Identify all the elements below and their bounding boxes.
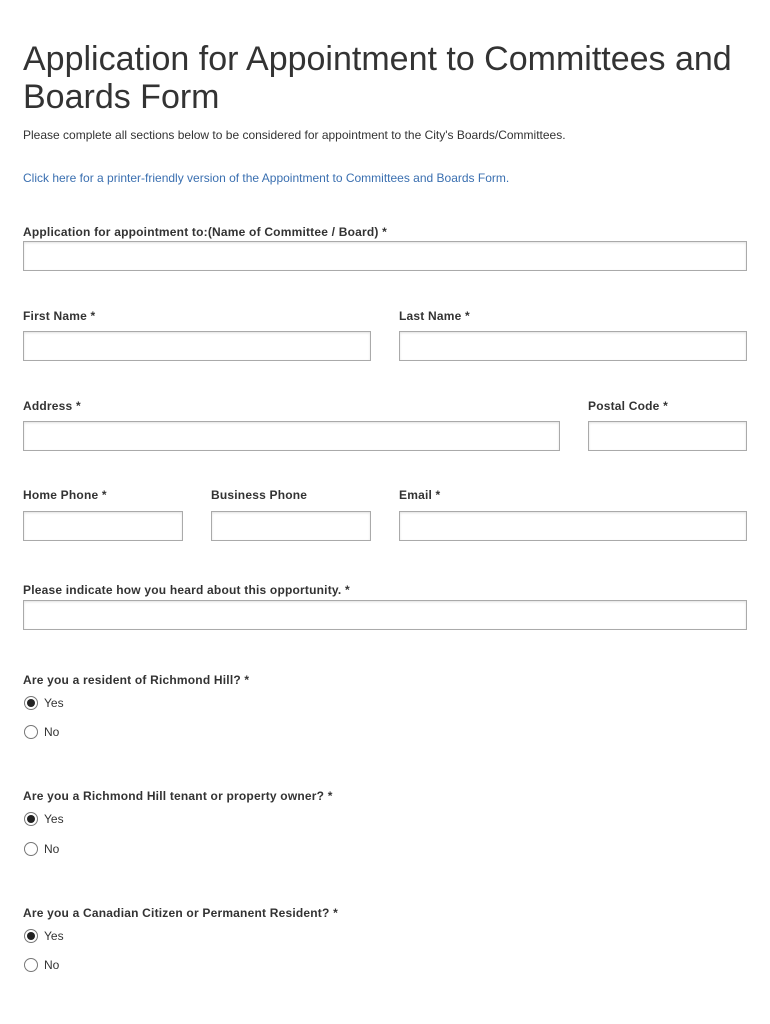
option-label: No xyxy=(44,958,60,972)
first-name-input[interactable] xyxy=(23,331,371,361)
business-phone-label: Business Phone xyxy=(211,488,308,502)
printer-friendly-link[interactable]: Click here for a printer-friendly version of the Appointment to Committees and Boards Form. xyxy=(23,171,510,185)
page-title: Application for Appointment to Committees and Boards Form xyxy=(23,40,732,116)
heard-about-label: Please indicate how you heard about this opportunity. * xyxy=(23,583,350,597)
email-input[interactable] xyxy=(399,511,747,541)
committee-label: Application for appointment to:(Name of Committee / Board) * xyxy=(23,225,388,239)
last-name-input[interactable] xyxy=(399,331,747,361)
option-label: No xyxy=(44,725,60,739)
radio-checked-icon[interactable] xyxy=(24,696,38,710)
home-phone-label: Home Phone * xyxy=(23,488,107,502)
tenant-owner-yes-option[interactable] xyxy=(24,812,64,826)
tenant-owner-no-option[interactable] xyxy=(24,842,59,856)
radio-unchecked-icon[interactable] xyxy=(24,725,38,739)
radio-checked-icon[interactable] xyxy=(24,812,38,826)
resident-yes-option[interactable] xyxy=(24,696,64,710)
citizen-question: Are you a Canadian Citizen or Permanent Resident? * xyxy=(23,906,338,920)
intro-text: Please complete all sections below to be considered for appointment to the City's Boards/Committees. xyxy=(23,128,566,142)
email-label: Email * xyxy=(399,488,441,502)
address-input[interactable] xyxy=(23,421,560,451)
resident-no-option[interactable] xyxy=(24,725,59,739)
first-name-label: First Name * xyxy=(23,309,96,323)
tenant-owner-question: Are you a Richmond Hill tenant or property owner? * xyxy=(23,789,333,803)
postal-code-input[interactable] xyxy=(588,421,747,451)
citizen-yes-option[interactable] xyxy=(24,929,64,943)
committee-input[interactable] xyxy=(23,241,747,271)
option-label: Yes xyxy=(44,929,64,943)
radio-unchecked-icon[interactable] xyxy=(24,842,38,856)
postal-code-label: Postal Code * xyxy=(588,399,668,413)
option-label: Yes xyxy=(44,696,64,710)
last-name-label: Last Name * xyxy=(399,309,470,323)
option-label: No xyxy=(44,842,60,856)
resident-question: Are you a resident of Richmond Hill? * xyxy=(23,673,250,687)
business-phone-input[interactable] xyxy=(211,511,371,541)
address-label: Address * xyxy=(23,399,81,413)
radio-checked-icon[interactable] xyxy=(24,929,38,943)
radio-unchecked-icon[interactable] xyxy=(24,958,38,972)
citizen-no-option[interactable] xyxy=(24,958,59,972)
heard-about-input[interactable] xyxy=(23,600,747,630)
home-phone-input[interactable] xyxy=(23,511,183,541)
option-label: Yes xyxy=(44,812,64,826)
